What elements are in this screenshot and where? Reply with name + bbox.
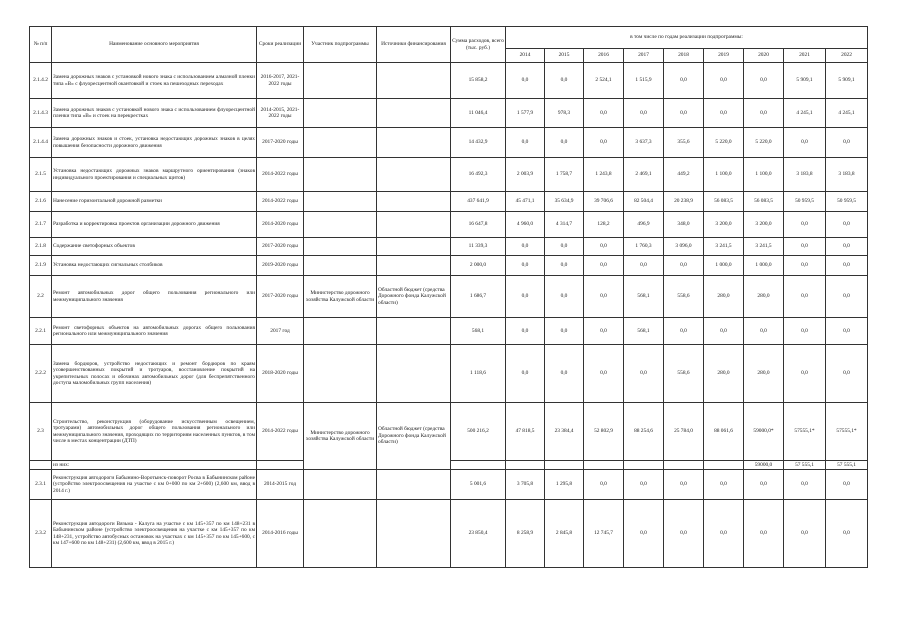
table-row [30, 345, 868, 403]
row-value-cell: 0,0 [624, 500, 664, 568]
row-value-cell: 0,0 [545, 128, 584, 158]
row-value-cell: 45 471,1 [506, 192, 545, 212]
row-value-cell: 3 637,3 [624, 128, 664, 158]
row-index-cell: 2.2.1 [30, 318, 52, 345]
row-value-cell: 12 745,7 [584, 500, 624, 568]
row-participant-cell [304, 63, 377, 99]
row-participant-cell: Министерство дорожного хозяйства Калужской области [304, 403, 377, 470]
row-value-cell: 978,3 [545, 99, 584, 128]
table-row [30, 238, 868, 256]
row-source-cell: Областной бюджет (средства Дорожного фонда Калужской области) [377, 403, 451, 470]
table-row [30, 212, 868, 238]
row-value-cell: 3 200,0 [704, 212, 744, 238]
header-total: Сумма расходов, всего (тыс. руб.) [451, 27, 506, 63]
row-value-cell: 1 243,8 [584, 158, 624, 192]
row-value-cell [584, 461, 624, 470]
row-value-cell: 0,0 [664, 99, 704, 128]
row-index-cell: 2.2.2 [30, 345, 52, 403]
row-value-cell: 0,0 [826, 500, 868, 568]
row-value-cell: 52 802,9 [584, 403, 624, 461]
row-participant-cell: Министерство дорожного хозяйства Калужской области [304, 276, 377, 318]
row-value-cell: 348,0 [664, 212, 704, 238]
row-value-cell: 50 959,5 [826, 192, 868, 212]
row-period-cell: 2014-2022 годы [257, 192, 304, 212]
row-period-cell: 2014-2020 годы [257, 212, 304, 238]
row-index-cell: 2.1.9 [30, 256, 52, 276]
row-value-cell: 3 183,8 [826, 158, 868, 192]
table-row [30, 276, 868, 318]
row-value-cell: 2 003,9 [506, 158, 545, 192]
row-total-cell: 500 216,2 [451, 403, 506, 461]
row-value-cell: 0,0 [784, 318, 826, 345]
row-value-cell: 0,0 [784, 500, 826, 568]
row-name-cell: Установка недостающих дорожных знаков маршрутного ориентирования (знаков индивидуального проектирования и специальных щитов) [52, 158, 257, 192]
row-name-cell: Замена дорожных знаков с установкой нового знака с использованием алмазной пленки типа «В» с флуоресцентной окантовкой и стоек на пешеходных переходах [52, 63, 257, 99]
header-source: Источники финансирования [377, 27, 451, 63]
table-row [30, 158, 868, 192]
row-value-cell: 4 960,0 [506, 212, 545, 238]
row-value-cell: 355,6 [664, 128, 704, 158]
row-value-cell: 0,0 [744, 470, 784, 500]
row-index-cell [30, 461, 52, 470]
row-value-cell: 558,6 [664, 345, 704, 403]
row-value-cell [704, 461, 744, 470]
row-source-cell: Областной бюджет (средства Дорожного фонда Калужской области) [377, 276, 451, 318]
row-value-cell: 20 238,9 [664, 192, 704, 212]
row-period-cell: 2014-2015 год [257, 470, 304, 500]
row-value-cell: 280,0 [704, 276, 744, 318]
row-period-cell: 2014-2016 годы [257, 500, 304, 568]
table-row [30, 470, 868, 500]
row-value-cell: 8 258,9 [506, 500, 545, 568]
row-value-cell: 0,0 [704, 470, 744, 500]
row-value-cell: 5 909,1 [784, 63, 826, 99]
row-total-cell: 5 001,6 [451, 470, 506, 500]
row-value-cell: 0,0 [826, 256, 868, 276]
row-name-cell: Реконструкция автодороги Вязьма - Калуга на участке с км 145+357 по км 148+231 в Бабынинском районе (устройство электроосвещения на участке с км 145+357 по км 148+231, устройство автобусных остановок на участках с км 145+357 по км 145+600, с км 147+600 по км 148+231) (2,600 км, ввод в 2015 г.) [52, 500, 257, 568]
row-index-cell: 2.1.4.2 [30, 63, 52, 99]
row-value-cell: 57555,1* [784, 403, 826, 461]
row-source-cell [377, 158, 451, 192]
table-row [30, 63, 868, 99]
header-period: Сроки реализации [257, 27, 304, 63]
row-source-cell [377, 63, 451, 99]
row-value-cell: 0,0 [584, 318, 624, 345]
row-value-cell: 0,0 [545, 63, 584, 99]
row-name-cell: Ремонт светофорных объектов на автомобильных дорогах общего пользования регионального или межмуниципального значения [52, 318, 257, 345]
header-name: Наименование основного мероприятия [52, 27, 257, 63]
table-row [30, 128, 868, 158]
row-value-cell: 35 634,9 [545, 192, 584, 212]
row-value-cell: 1 000,0 [744, 256, 784, 276]
row-value-cell: 1 760,3 [624, 238, 664, 256]
row-value-cell: 0,0 [506, 276, 545, 318]
row-source-cell [377, 212, 451, 238]
row-value-cell: 280,0 [744, 276, 784, 318]
row-value-cell: 0,0 [784, 345, 826, 403]
row-value-cell: 88 254,6 [624, 403, 664, 461]
row-value-cell: 0,0 [784, 128, 826, 158]
row-value-cell: 449,2 [664, 158, 704, 192]
row-participant-cell [304, 128, 377, 158]
row-value-cell [664, 461, 704, 470]
table-body [30, 63, 868, 568]
row-value-cell: 3 241,5 [704, 238, 744, 256]
row-value-cell: 0,0 [664, 500, 704, 568]
row-value-cell: 0,0 [545, 276, 584, 318]
row-value-cell: 5 220,0 [704, 128, 744, 158]
header-year: 2018 [664, 49, 704, 63]
header-year: 2014 [506, 49, 545, 63]
row-value-cell: 25 784,0 [664, 403, 704, 461]
row-period-cell: 2017-2020 годы [257, 128, 304, 158]
row-value-cell: 23 384,4 [545, 403, 584, 461]
row-participant-cell [304, 256, 377, 276]
row-value-cell [451, 461, 506, 470]
row-name-cell: Ремонт автомобильных дорог общего пользования регионального или межмуниципального значения [52, 276, 257, 318]
row-index-cell: 2.3.2 [30, 500, 52, 568]
row-period-cell: 2014-2022 годы [257, 403, 304, 461]
row-value-cell: 4 245,1 [826, 99, 868, 128]
row-total-cell: 11 339,3 [451, 238, 506, 256]
row-period-cell: 2017-2020 годы [257, 238, 304, 256]
row-total-cell: 568,1 [451, 318, 506, 345]
row-value-cell: 0,0 [506, 345, 545, 403]
row-value-cell: 0,0 [784, 212, 826, 238]
header-row-1 [30, 27, 868, 49]
row-total-cell: 16 492,3 [451, 158, 506, 192]
row-value-cell: 1 100,0 [744, 158, 784, 192]
header-year: 2020 [744, 49, 784, 63]
row-value-cell: 2 524,1 [584, 63, 624, 99]
row-value-cell: 5 909,1 [826, 63, 868, 99]
row-value-cell: 1 515,9 [624, 63, 664, 99]
row-source-cell [377, 318, 451, 345]
row-total-cell: 437 641,9 [451, 192, 506, 212]
row-value-cell: 0,0 [664, 256, 704, 276]
row-value-cell: 4 245,1 [784, 99, 826, 128]
row-source-cell [377, 192, 451, 212]
row-value-cell: 0,0 [624, 470, 664, 500]
row-value-cell: 0,0 [545, 345, 584, 403]
row-value-cell: 128,2 [584, 212, 624, 238]
row-value-cell [545, 461, 584, 470]
row-source-cell [377, 238, 451, 256]
row-value-cell: 4 314,7 [545, 212, 584, 238]
table-row [30, 256, 868, 276]
row-total-cell: 15 858,2 [451, 63, 506, 99]
row-value-cell: 0,0 [506, 63, 545, 99]
header-year: 2017 [624, 49, 664, 63]
row-value-cell: 0,0 [506, 128, 545, 158]
row-name-cell: Содержание светофорных объектов [52, 238, 257, 256]
row-participant-cell [304, 345, 377, 403]
row-period-cell: 2017-2020 годы [257, 276, 304, 318]
header-year: 2022 [826, 49, 868, 63]
row-total-cell: 23 850,4 [451, 500, 506, 568]
row-value-cell: 0,0 [584, 345, 624, 403]
row-value-cell: 0,0 [744, 318, 784, 345]
row-value-cell: 0,0 [744, 500, 784, 568]
row-value-cell: 1 577,9 [506, 99, 545, 128]
row-value-cell: 568,1 [624, 276, 664, 318]
row-value-cell: 39 706,6 [584, 192, 624, 212]
row-source-cell [377, 256, 451, 276]
row-value-cell: 0,0 [826, 128, 868, 158]
row-value-cell: 0,0 [784, 470, 826, 500]
row-period-cell: 2018-2020 годы [257, 345, 304, 403]
row-total-cell: 11 046,4 [451, 99, 506, 128]
row-value-cell: 3 096,0 [664, 238, 704, 256]
row-value-cell: 0,0 [744, 63, 784, 99]
row-value-cell: 0,0 [506, 256, 545, 276]
row-value-cell: 0,0 [584, 276, 624, 318]
row-value-cell: 0,0 [784, 276, 826, 318]
row-participant-cell [304, 192, 377, 212]
row-name-cell: Замена дорожных знаков и стоек, установка недостающих дорожных знаков в целях повышения безопасности дорожного движения [52, 128, 257, 158]
row-note-cell: 59000,0 [744, 461, 784, 470]
table-row [30, 403, 868, 461]
row-value-cell: 0,0 [744, 99, 784, 128]
row-name-cell: Установка недостающих сигнальных столбиков [52, 256, 257, 276]
row-value-cell: 82 504,4 [624, 192, 664, 212]
row-value-cell: 5 220,0 [744, 128, 784, 158]
row-value-cell: 3 183,8 [784, 158, 826, 192]
row-note-cell: 57 555,1 [784, 461, 826, 470]
row-value-cell: 558,6 [664, 276, 704, 318]
row-value-cell: 0,0 [784, 256, 826, 276]
row-value-cell: 0,0 [664, 318, 704, 345]
row-value-cell: 0,0 [826, 276, 868, 318]
row-value-cell: 0,0 [826, 238, 868, 256]
row-participant-cell [304, 212, 377, 238]
row-source-cell [377, 470, 451, 500]
row-value-cell: 47 818,5 [506, 403, 545, 461]
row-value-cell: 1 000,0 [704, 256, 744, 276]
row-period-cell: 2014-2022 годы [257, 158, 304, 192]
row-index-cell: 2.1.6 [30, 192, 52, 212]
row-value-cell: 0,0 [624, 99, 664, 128]
row-value-cell: 0,0 [704, 63, 744, 99]
row-value-cell: 1 295,8 [545, 470, 584, 500]
row-value-cell: 0,0 [584, 128, 624, 158]
row-index-cell: 2.3 [30, 403, 52, 461]
table-row [30, 318, 868, 345]
row-value-cell: 0,0 [784, 238, 826, 256]
row-total-cell: 1 686,7 [451, 276, 506, 318]
row-total-cell: 1 118,6 [451, 345, 506, 403]
row-name-cell: Строительство, реконструкция (оборудование искусственным освещением, тротуарами) автомобильных дорог общего пользования регионального или межмуниципального значения, проходящих по территориям населенных пунктов, в том числе в местах концентрации (ДТП) [52, 403, 257, 461]
row-value-cell: 0,0 [584, 256, 624, 276]
row-name-cell: Замена дорожных знаков с установкой нового знака с использованием флуоресцентной пленки типа «В» и стоек на перекрестках [52, 99, 257, 128]
row-value-cell: 0,0 [584, 99, 624, 128]
row-value-cell: 0,0 [545, 318, 584, 345]
row-name-cell: Разработка и корректировка проектов организации дорожного движения [52, 212, 257, 238]
row-name-cell: Нанесение горизонтальной дорожной разметки [52, 192, 257, 212]
row-participant-cell [304, 318, 377, 345]
row-value-cell: 0,0 [704, 99, 744, 128]
row-source-cell [377, 500, 451, 568]
row-value-cell: 2 469,1 [624, 158, 664, 192]
header-year: 2015 [545, 49, 584, 63]
row-source-cell [377, 99, 451, 128]
header-year: 2019 [704, 49, 744, 63]
table-row [30, 500, 868, 568]
header-years-caption: в том числе по годам реализации подпрограммы: [506, 27, 868, 49]
row-total-cell: 14 432,9 [451, 128, 506, 158]
row-source-cell [377, 345, 451, 403]
row-value-cell: 57555,1* [826, 403, 868, 461]
row-value-cell [624, 461, 664, 470]
row-total-cell: 16 647,8 [451, 212, 506, 238]
row-value-cell [506, 461, 545, 470]
row-source-cell [377, 128, 451, 158]
row-value-cell: 3 200,0 [744, 212, 784, 238]
row-value-cell: 0,0 [624, 256, 664, 276]
row-value-cell: 1 758,7 [545, 158, 584, 192]
row-value-cell: 50 959,5 [784, 192, 826, 212]
row-value-cell: 1 100,0 [704, 158, 744, 192]
row-value-cell: 0,0 [664, 63, 704, 99]
row-period-cell: 2016-2017, 2021-2022 годы [257, 63, 304, 99]
header-year: 2021 [784, 49, 826, 63]
row-value-cell: 56 083,5 [704, 192, 744, 212]
row-value-cell: 59000,0* [744, 403, 784, 461]
row-period-cell: 2019-2020 годы [257, 256, 304, 276]
row-value-cell: 0,0 [826, 318, 868, 345]
table-row [30, 99, 868, 128]
header-participant: Участник подпрограммы [304, 27, 377, 63]
row-note-cell: 57 555,1 [826, 461, 868, 470]
row-period-cell: 2017 год [257, 318, 304, 345]
row-value-cell: 0,0 [704, 318, 744, 345]
row-value-cell: 0,0 [704, 500, 744, 568]
row-period-cell [257, 461, 304, 470]
row-period-cell: 2014-2015, 2021-2022 годы [257, 99, 304, 128]
header-num: № п/п [30, 27, 52, 63]
row-value-cell: 0,0 [545, 238, 584, 256]
row-index-cell: 2.1.4.4 [30, 128, 52, 158]
row-index-cell: 2.1.4.3 [30, 99, 52, 128]
row-total-cell: 2 000,0 [451, 256, 506, 276]
row-value-cell: 2 845,8 [545, 500, 584, 568]
row-value-cell: 568,1 [624, 318, 664, 345]
row-index-cell: 2.3.1 [30, 470, 52, 500]
row-participant-cell [304, 500, 377, 568]
header-year: 2016 [584, 49, 624, 63]
row-index-cell: 2.1.8 [30, 238, 52, 256]
row-value-cell: 0,0 [826, 345, 868, 403]
row-name-cell: из них: [52, 461, 257, 470]
row-value-cell: 0,0 [826, 470, 868, 500]
row-name-cell: Замена бордюров, устройство недостающих и ремонт бордюров по краям усовершенствованных покрытий и тротуаров, восстановление покрытий на укрепительных полосах и обочинах автомобильных дорог (для беспрепятственного доступа маломобильных групп населения) [52, 345, 257, 403]
row-value-cell: 280,0 [704, 345, 744, 403]
row-value-cell: 0,0 [664, 470, 704, 500]
row-value-cell: 56 083,5 [744, 192, 784, 212]
budget-table [29, 26, 868, 568]
row-participant-cell [304, 470, 377, 500]
row-value-cell: 0,0 [506, 238, 545, 256]
row-value-cell: 3 705,8 [506, 470, 545, 500]
row-value-cell: 0,0 [584, 470, 624, 500]
row-value-cell: 3 241,5 [744, 238, 784, 256]
row-value-cell: 0,0 [506, 318, 545, 345]
row-value-cell: 0,0 [826, 212, 868, 238]
row-value-cell: 280,0 [744, 345, 784, 403]
row-participant-cell [304, 99, 377, 128]
row-value-cell: 88 061,6 [704, 403, 744, 461]
row-participant-cell [304, 238, 377, 256]
row-value-cell: 496,9 [624, 212, 664, 238]
row-name-cell: Реконструкция автодороги Бабынино-Воротынск-поворот Росва в Бабынинском районе (устройство электроосвещения на участке с км 0+000 по км 2+600) (2,600 км, ввод в 2014 г.) [52, 470, 257, 500]
row-index-cell: 2.1.5 [30, 158, 52, 192]
row-value-cell: 0,0 [584, 238, 624, 256]
table-row [30, 192, 868, 212]
row-index-cell: 2.2 [30, 276, 52, 318]
row-value-cell: 0,0 [545, 256, 584, 276]
row-value-cell: 0,0 [624, 345, 664, 403]
row-participant-cell [304, 158, 377, 192]
row-index-cell: 2.1.7 [30, 212, 52, 238]
